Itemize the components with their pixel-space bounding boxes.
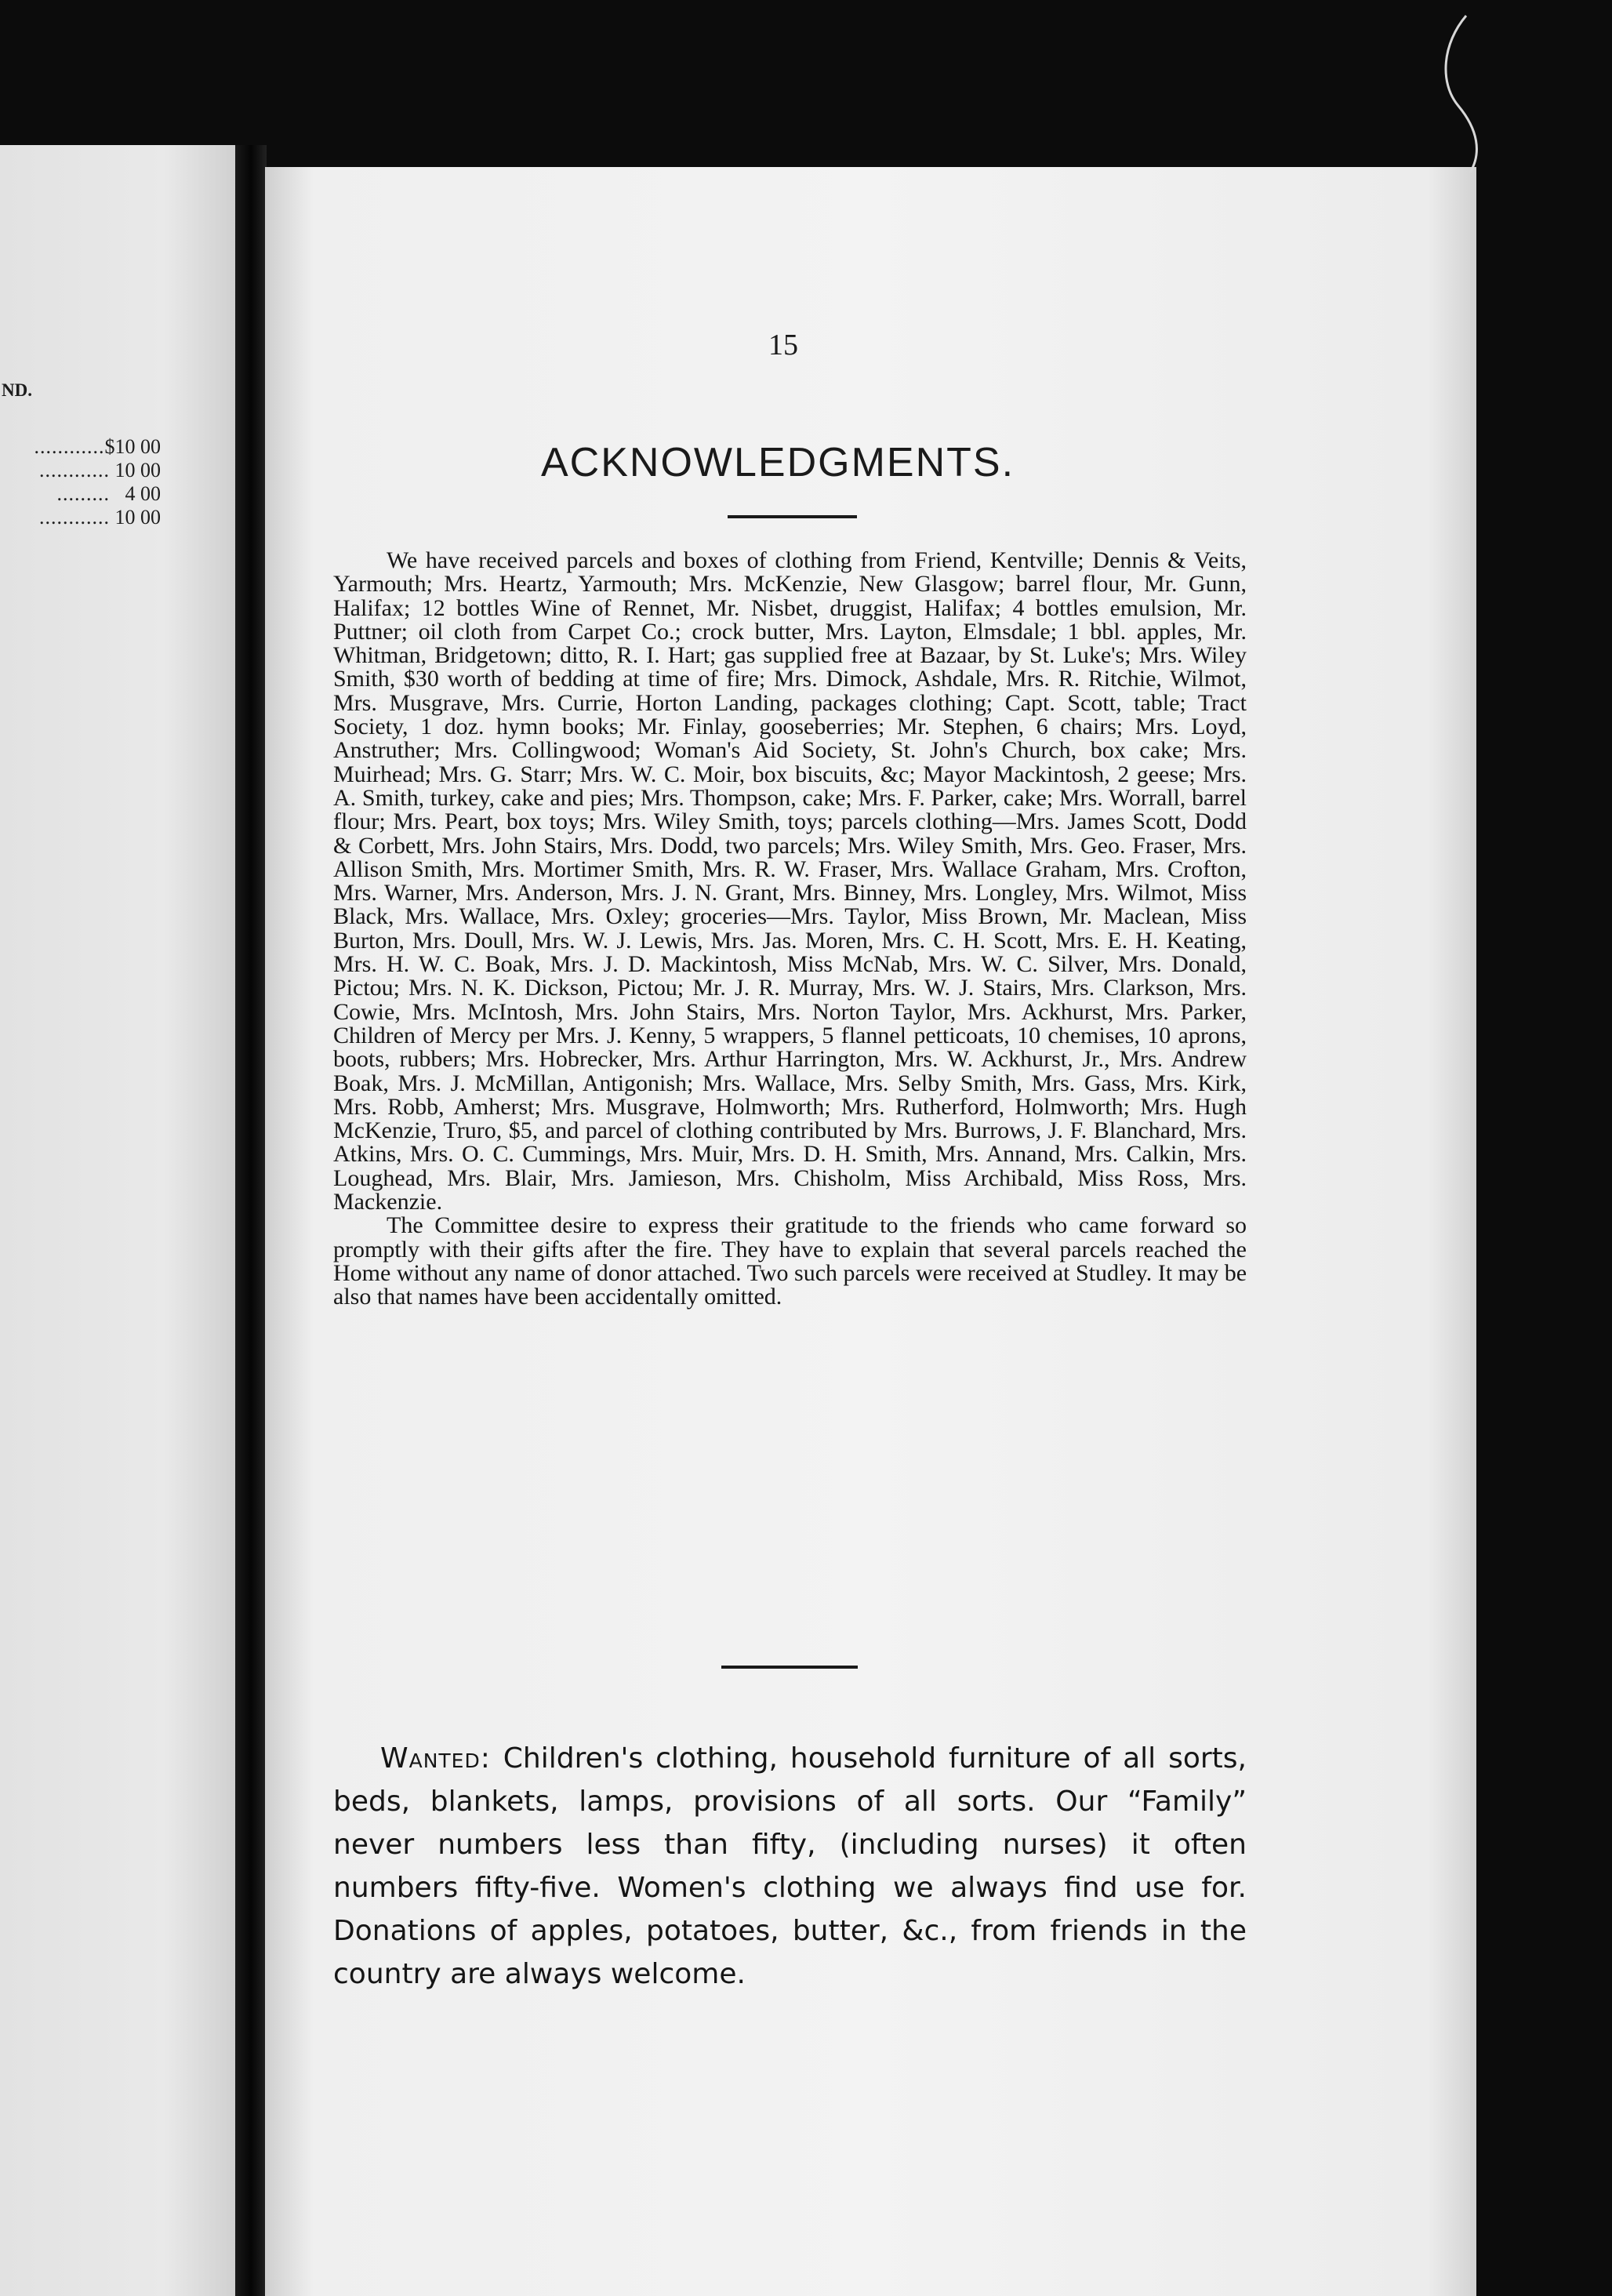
left-page	[0, 145, 235, 2296]
page-title: ACKNOWLEDGMENTS.	[541, 440, 1015, 485]
leader-dots: .........	[56, 482, 110, 505]
wanted-lead: Wanted:	[380, 1742, 491, 1775]
committee-note-paragraph: The Committee desire to express their gratitude to the friends who came forward so promptly with their gifts after the fire. They have to explain that several parcels reached the Home without any name of donor attached. Two such parcels were received at Studley. It may be also that names have been accidentally omitted.	[333, 1212, 1247, 1310]
left-page-row	[0, 506, 161, 529]
leader-dots: ............	[39, 506, 110, 529]
section-rule	[721, 1666, 858, 1669]
left-page-row	[0, 459, 161, 482]
acknowledgments-body	[333, 549, 1247, 1310]
book-gutter	[235, 145, 267, 2296]
amount: 10 00	[114, 506, 161, 529]
amount: $10 00	[104, 435, 161, 458]
leader-dots: ............	[39, 459, 110, 481]
title-rule	[728, 515, 857, 518]
wanted-text: Children's clothing, household furniture of all sorts, beds, blankets, lamps, provisions of all sorts. Our “Family” never numbers less than fifty, (including nurses) it often numbers fifty-five. Women's clothing we always find use for. Donations of apples, potatoes, butter, &c., from friends in the country are always welcome.	[333, 1742, 1247, 1990]
amount: 4 00	[125, 482, 161, 505]
wanted-notice	[333, 1737, 1247, 1996]
page-number: 15	[768, 329, 798, 361]
left-page-heading: ND.	[2, 380, 32, 400]
left-page-row	[0, 482, 161, 506]
amount: 10 00	[114, 459, 161, 481]
paper-curl-mark	[1435, 12, 1498, 176]
acknowledgments-paragraph: We have received parcels and boxes of clothing from Friend, Kentville; Dennis & Veits, Yarmouth; Mrs. Heartz, Yarmouth; Mrs. McKenzie, New Glasgow; barrel flour, Mr. Gunn, Halifax; 12 bottles Wine of Rennet, Mr. Nisbet, druggist, Halifax; 4 bottles emulsion, Mr. Puttner; oil cloth from Carpet Co.; crock butter, Mrs. Layton, Elmsdale; 1 bbl. apples, Mr. Whitman, Bridgetown; ditto, R. I. Hart; gas supplied free at Bazaar, by St. Luke's; Mrs. Wiley Smith, $30 worth of bedding at time of fire; Mrs. Dimock, Ashdale, Mrs. R. Ritchie, Wilmot, Mrs. Musgrave, Mrs. Currie, Horton Landing, packages clothing; Capt. Scott, table; Tract Society, 1 doz. hymn books; Mr. Finlay, gooseberries; Mr. Stephen, 6 chairs; Mrs. Loyd, Anstruther; Mrs. Collingwood; Woman's Aid Society, St. John's Church, box cake; Mrs. Muirhead; Mrs. G. Starr; Mrs. W. C. Moir, box biscuits, &c; Mayor Mackintosh, 2 geese; Mrs. A. Smith, turkey, cake and pies; Mrs. Thompson, cake; Mrs. F. Parker, cake; Mrs. Worrall, barrel flour; Mrs. Peart, box toys; Mrs. Wiley Smith, toys; parcels clothing—Mrs. James Scott, Dodd & Corbett, Mrs. John Stairs, Mrs. Dodd, two parcels; Mrs. Wiley Smith, Mrs. Geo. Fraser, Mrs. Allison Smith, Mrs. Mortimer Smith, Mrs. R. W. Fraser, Mrs. Wallace Graham, Mrs. Crofton, Mrs. Warner, Mrs. Anderson, Mrs. J. N. Grant, Mrs. Binney, Mrs. Longley, Mrs. Wilmot, Miss Black, Mrs. Wallace, Mrs. Oxley; groceries—Mrs. Taylor, Miss Brown, Mr. Maclean, Miss Burton, Mrs. Doull, Mrs. W. J. Lewis, Mrs. Jas. Moren, Mrs. C. H. Scott, Mrs. E. H. Keating, Mrs. H. W. C. Boak, Mrs. J. D. Mackintosh, Miss McNab, Mrs. W. C. Silver, Mrs. Donald, Pictou; Mrs. N. K. Dickson, Pictou; Mr. J. R. Murray, Mrs. W. J. Stairs, Mrs. Clarkson, Mrs. Cowie, Mrs. McIntosh, Mrs. John Stairs, Mrs. Norton Taylor, Mrs. Ackhurst, Mrs. Parker, Children of Mercy per Mrs. J. Kenny, 5 wrappers, 5 flannel petticoats, 10 chemises, 10 aprons, boots, rubbers; Mrs. Hobrecker, Mrs. Arthur Harrington, Mrs. W. Ackhurst, Jr., Mrs. Andrew Boak, Mrs. J. McMillan, Antigonish; Mrs. Wallace, Mrs. Selby Smith, Mrs. Gass, Mrs. Kirk, Mrs. Robb, Amherst; Mrs. Musgrave, Holmworth; Mrs. Rutherford, Holmworth; Mrs. Hugh McKenzie, Truro, $5, and parcel of clothing contributed by Mrs. Burrows, J. F. Blanchard, Mrs. Atkins, Mrs. O. C. Cummings, Mrs. Muir, Mrs. D. H. Smith, Mrs. Annand, Mrs. Calkin, Mrs. Loughead, Mrs. Blair, Mrs. Jamieson, Mrs. Chisholm, Miss Archibald, Miss Ross, Mrs. Mackenzie.	[333, 547, 1247, 1215]
left-page-row	[0, 435, 161, 459]
leader-dots: ............	[34, 435, 105, 458]
